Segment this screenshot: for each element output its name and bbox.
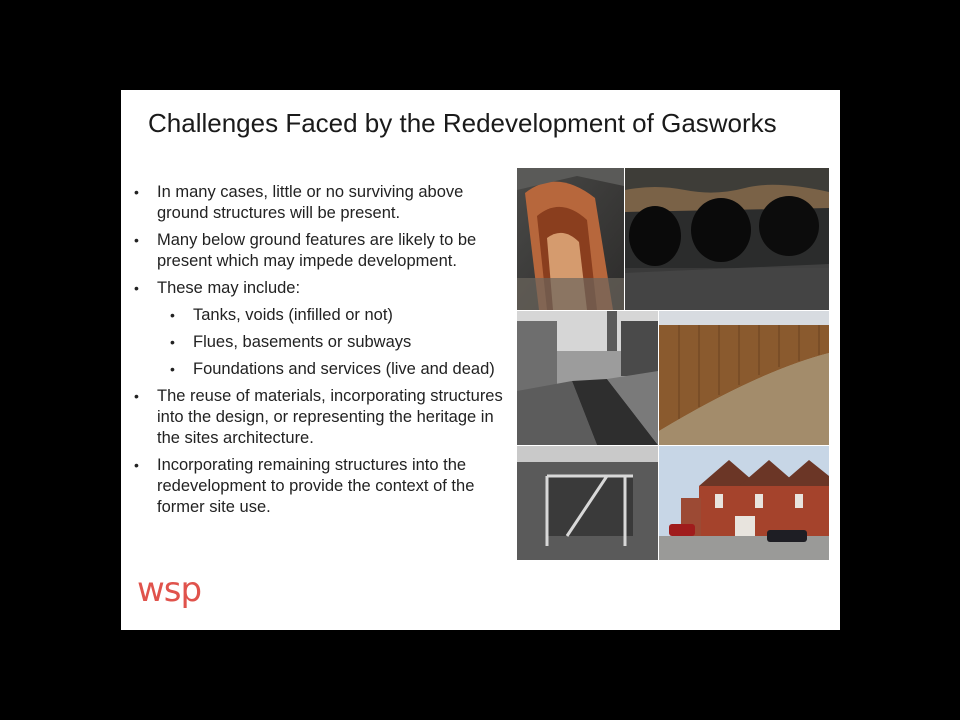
bullet-icon: • [170,361,175,377]
bullet-text: The reuse of materials, incorporating structures into the design, or representing the heritage in the sites architecture. [157,387,503,447]
slide [121,90,840,630]
bullet-item [121,278,516,299]
bullet-icon: • [134,184,139,200]
bullet-item [121,455,516,518]
excavation-image [517,446,658,560]
bullet-icon: • [134,457,139,473]
curved-wall-image [659,311,829,445]
arches-image [625,168,829,310]
slide-title: Challenges Faced by the Redevelopment of Gasworks [148,108,777,138]
photo-arches [625,168,829,310]
bullet-item [121,230,516,272]
bullet-text: Many below ground features are likely to be present which may impede development. [157,231,477,270]
photo-historic-canal [517,311,658,445]
bullet-text: Incorporating remaining structures into the redevelopment to provide the context of the former site use. [157,456,475,516]
photo-brick-buildings [659,446,829,560]
photo-brick-tunnel [517,168,624,310]
bullet-item [121,182,516,224]
historic-canal-image [517,311,658,445]
bullet-text: Flues, basements or subways [193,333,412,351]
sub-bullet-item [121,359,516,380]
wsp-logo: wsp [137,570,202,610]
photo-collage [517,168,829,560]
bullet-text: In many cases, little or no surviving above ground structures will be present. [157,183,464,222]
sub-bullet-item [121,332,516,353]
bullet-icon: • [170,307,175,323]
brick-buildings-image [659,446,829,560]
sub-bullet-item [121,305,516,326]
bullet-icon: • [134,280,139,296]
bullet-text: These may include: [157,279,301,297]
brick-tunnel-image [517,168,624,310]
bullet-item [121,386,516,449]
bullet-icon: • [134,232,139,248]
photo-excavation [517,446,658,560]
bullet-text: Tanks, voids (infilled or not) [193,306,393,324]
bullet-text: Foundations and services (live and dead) [193,360,495,378]
bullet-icon: • [170,334,175,350]
bullet-icon: • [134,388,139,404]
photo-curved-wall [659,311,829,445]
bullet-list [121,182,516,524]
